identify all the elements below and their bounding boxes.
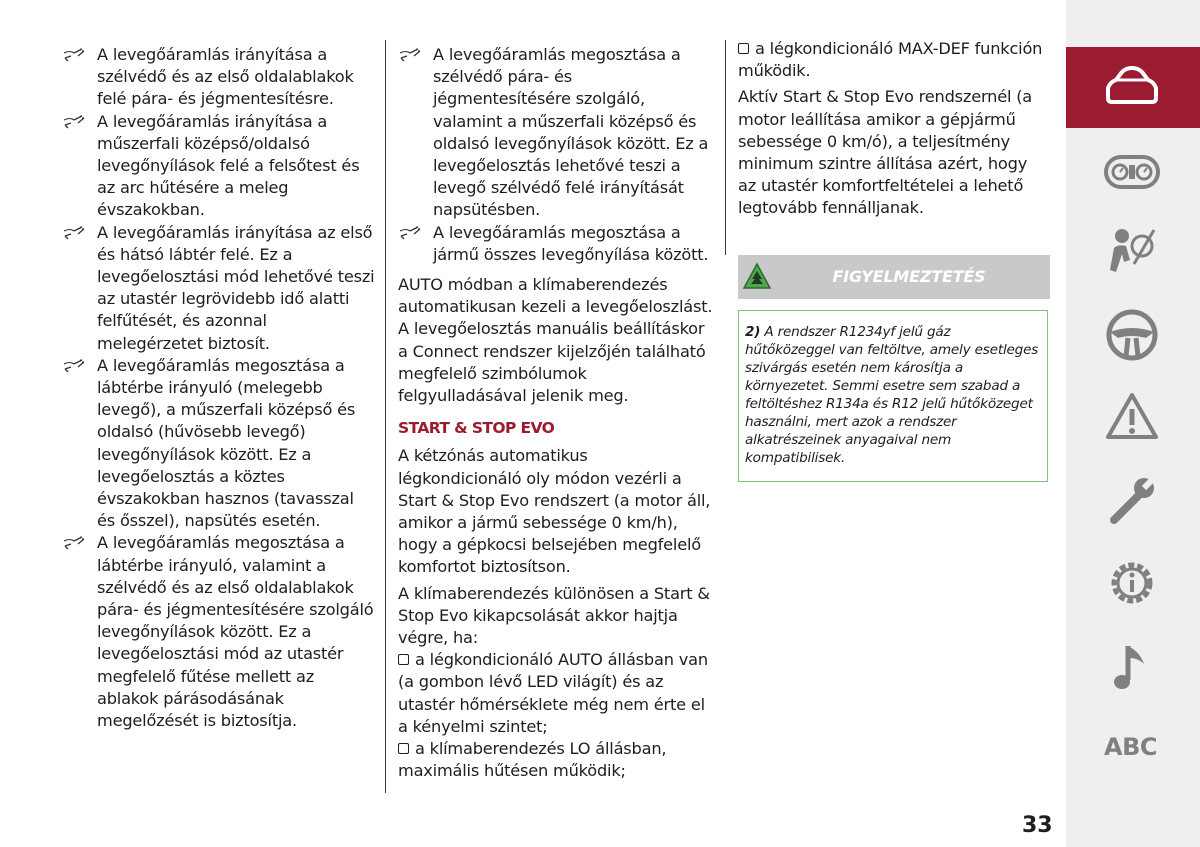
page-number: 33 bbox=[1022, 813, 1053, 838]
checkbox-bullet: a légkondicionáló MAX-DEF funkción működik. bbox=[738, 39, 1043, 81]
airflow-windscreen-face-icon bbox=[398, 47, 422, 63]
section-heading: START & STOP EVO bbox=[398, 419, 555, 438]
list-item bbox=[62, 222, 376, 355]
airflow-face-icon bbox=[62, 114, 86, 130]
warning-box bbox=[738, 310, 1048, 482]
checkbox-bullet: a légkondicionáló AUTO állásban van (a gombon lévő LED világít) és az utastér hőmérséklete még nem érte el a kényelmi szintet; bbox=[398, 650, 708, 736]
list-item-text: A levegőáramlás irányítása az első és hátsó lábtér felé. Ez a levegőelosztási mód lehetővé teszi az utastér legrövidebb idő alatti felfűtését, és azonnal melegérzetet biztosít. bbox=[97, 222, 375, 353]
column-left bbox=[62, 44, 376, 732]
warning-text: A rendszer R1234yf jelű gáz hűtőközeggel van feltöltve, amely esetleges szivárgás esetén nem károsítja a környezetet. Semmi esetre sem szabad a feltöltéshez R134a és R12 jelű hűtőközeget használni, mert azok a rendszer alkatrészeinek anyagaival nem kompatibilisek. bbox=[745, 324, 1039, 466]
paragraph: AUTO módban a klímaberendezés automatikusan kezeli a levegőeloszlást. A levegőelosztás manuális beállításkor a Connect rendszer kijelzőjén található megfelelő szimbólumok felgyulladásával jelenik meg. bbox=[398, 275, 713, 406]
wrench-icon[interactable] bbox=[1100, 470, 1164, 530]
airbag-person-icon[interactable] bbox=[1100, 220, 1164, 280]
column-right bbox=[738, 38, 1048, 220]
airflow-all-vents-icon bbox=[398, 225, 422, 241]
checkbox-square-icon bbox=[398, 743, 409, 754]
paragraph: Aktív Start & Stop Evo rendszernél (a motor leállítása amikor a gépjármű sebessége 0 km/ó), a teljesítmény minimum szintre állítása azért, hogy az utastér komfortfeltételei a lehető legtovább fennálljanak. bbox=[738, 87, 1033, 218]
warning-header bbox=[738, 255, 1050, 299]
list-item-text: A levegőáramlás irányítása a szélvédő és az első oldalablakok felé pára- és jégmentesítésre. bbox=[97, 45, 354, 109]
airflow-feet-icon bbox=[62, 225, 86, 241]
list-item-text: A levegőáramlás megosztása a lábtérbe irányuló, valamint a szélvédő és az első oldalablakok pára- és jégmentesítésére szolgáló levegőnyílások között. Ez a levegőelosztási mód az utastér megfelelő fűtése mellett az ablakok párásodásának megelőzését is biztosítja. bbox=[97, 533, 374, 731]
checkbox-square-icon bbox=[398, 654, 409, 665]
list-item-text: A levegőáramlás megosztása a lábtérbe irányuló (melegebb levegő), a műszerfali középső és oldalsó (hűvösebb levegő) levegőnyílások között. Ez a levegőelosztás a köztes évszakokban hasznos (tavasszal és ősszel), napsütés esetén. bbox=[97, 355, 356, 531]
list-item-text: A levegőáramlás irányítása a műszerfali középső/oldalsó levegőnyílások felé a felsőtest és az arc hűtésére a meleg évszakokban. bbox=[97, 111, 360, 220]
column-divider bbox=[725, 40, 726, 255]
checkbox-bullet: a klímaberendezés LO állásban, maximális hűtésen működik; bbox=[398, 739, 667, 781]
column-divider bbox=[385, 40, 386, 793]
paragraph: A kétzónás automatikus légkondicionáló oly módon vezérli a Start & Stop Evo rendszert (a motor áll, amikor a jármű sebessége 0 km/h), hogy a gépkocsi belsejében megfelelő komfortot biztosítson. bbox=[398, 446, 711, 577]
list-item bbox=[398, 222, 714, 266]
list-item bbox=[62, 44, 376, 111]
airflow-feet-windscreen-icon bbox=[62, 535, 86, 551]
warning-title: FIGYELMEZTETÉS bbox=[832, 267, 986, 286]
list-item bbox=[62, 355, 376, 533]
music-note-icon[interactable] bbox=[1100, 638, 1164, 698]
car-icon[interactable] bbox=[1100, 58, 1164, 118]
airflow-feet-face-icon bbox=[62, 358, 86, 374]
column-middle bbox=[398, 44, 714, 783]
list-item bbox=[62, 111, 376, 222]
paragraph: A klímaberendezés különösen a Start & Stop Evo kikapcsolását akkor hajtja végre, ha: bbox=[398, 583, 710, 648]
warning-number: 2) bbox=[745, 324, 761, 340]
sidebar-abc-index[interactable]: ABC bbox=[1104, 733, 1157, 761]
list-item bbox=[62, 532, 376, 732]
list-item-text: A levegőáramlás megosztása a jármű összes levegőnyílása között. bbox=[433, 222, 709, 264]
warning-triangle-icon[interactable] bbox=[1100, 387, 1164, 447]
list-item bbox=[398, 44, 714, 222]
info-gear-icon[interactable] bbox=[1100, 553, 1164, 613]
dashboard-icon[interactable] bbox=[1100, 141, 1164, 201]
list-item-text: A levegőáramlás megosztása a szélvédő pára- és jégmentesítésére szolgáló, valamint a műszerfali középső és oldalsó levegőnyílások között. Ez a levegőelosztás lehetővé teszi a levegő szélvédő felé irányítását napsütésben. bbox=[433, 45, 709, 220]
airflow-windscreen-icon bbox=[62, 47, 86, 63]
checkbox-square-icon bbox=[738, 43, 749, 54]
steering-wheel-icon[interactable] bbox=[1100, 304, 1164, 364]
